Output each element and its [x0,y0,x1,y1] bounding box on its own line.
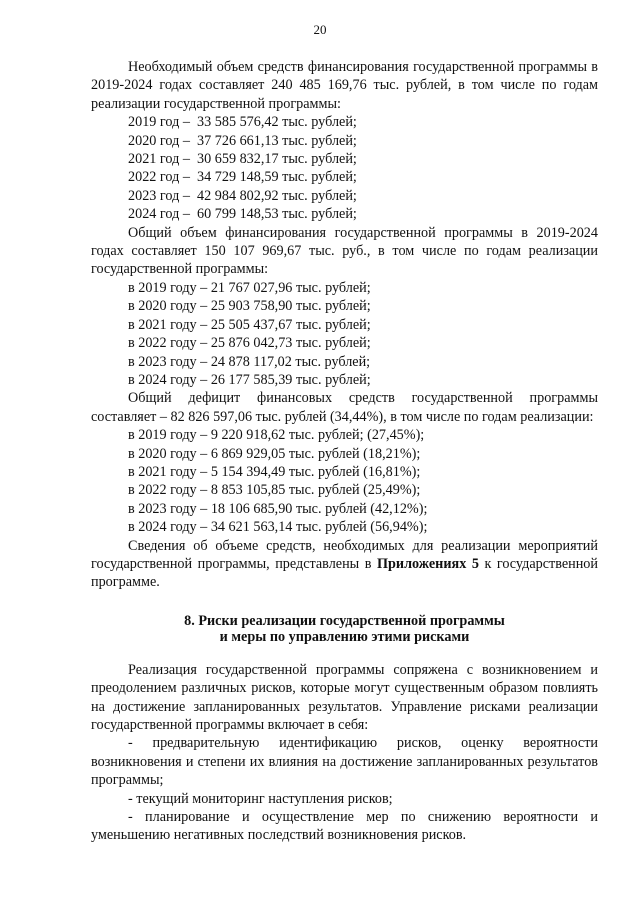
financing-intro: Необходимый объем средств финансирования государственной программы в 2019-2024 годах составляет 240 485 169,76 тыс. рублей, в том числе по годам реализации государственной программы: [91,59,598,112]
deficit-intro: Общий дефицит финансовых средств государственной программы составляет – 82 826 597,06 тыс. рублей (34,44%), в том числе по годам реализации: [91,390,598,425]
total-year: в 2020 году – 25 903 758,90 тыс. рублей; [128,298,371,315]
total-year: в 2024 году – 26 177 585,39 тыс. рублей; [128,371,371,388]
total-year: в 2019 году – 21 767 027,96 тыс. рублей; [128,279,371,296]
total-year: в 2021 году – 25 505 437,67 тыс. рублей; [128,316,371,333]
risk-item: - планирование и осуществление мер по снижению вероятности и уменьшению негативных последствий возникновения рисков. [91,809,598,844]
total-year: в 2022 году – 25 876 042,73 тыс. рублей; [128,335,371,352]
appendix-note-tail: к государственной программе. [91,555,598,591]
deficit-year: в 2021 году – 5 154 394,49 тыс. рублей (16,81%); [128,463,421,480]
financing-year: 2020 год – 37 726 661,13 тыс. рублей; [128,132,357,149]
risk-item: - предварительную идентификацию рисков, оценку вероятности возникновения и степени их влияния на достижение запланированных результатов программы; [91,735,598,789]
section-heading-line: и меры по управлению этими рисками [219,628,470,645]
deficit-year: в 2024 году – 34 621 563,14 тыс. рублей (56,94%); [128,519,428,536]
financing-year: 2021 год – 30 659 832,17 тыс. рублей; [128,151,357,168]
deficit-year: в 2019 году – 9 220 918,62 тыс. рублей; (27,45%); [128,427,425,444]
total-year: в 2023 году – 24 878 117,02 тыс. рублей; [128,353,371,370]
section-heading-line: 8. Риски реализации государственной программы [184,612,505,629]
appendix-note [91,537,598,592]
document-body [91,58,598,845]
financing-year: 2023 год – 42 984 802,92 тыс. рублей; [128,187,357,204]
financing-year: 2024 год – 60 799 148,53 тыс. рублей; [128,206,357,223]
deficit-year: в 2020 году – 6 869 929,05 тыс. рублей (18,21%); [128,445,421,462]
financing-year: 2022 год – 34 729 148,59 тыс. рублей; [128,169,357,186]
deficit-year: в 2022 году – 8 853 105,85 тыс. рублей (25,49%); [128,482,421,499]
section-heading [91,613,598,645]
risk-item: - текущий мониторинг наступления рисков; [128,790,393,807]
deficit-year: в 2023 году – 18 106 685,90 тыс. рублей (42,12%); [128,500,428,517]
appendix-note-text: Сведения об объеме средств, необходимых для реализации мероприятий государственной программы, представлены в [91,537,598,572]
financing-year: 2019 год – 33 585 576,42 тыс. рублей; [128,114,357,131]
appendix-link-text: Приложениях 5 [376,555,479,572]
page-number: 20 [313,22,327,37]
risks-intro: Реализация государственной программы сопряжена с возникновением и преодолением различных рисков, которые могут существенным образом повлиять на достижение запланированных результатов. Управление рисками реализации государственной программы включает в себя: [91,661,598,733]
total-intro: Общий объем финансирования государственной программы в 2019-2024 годах составляет 150 107 969,67 тыс. руб., в том числе по годам реализации государственной программы: [91,224,598,278]
